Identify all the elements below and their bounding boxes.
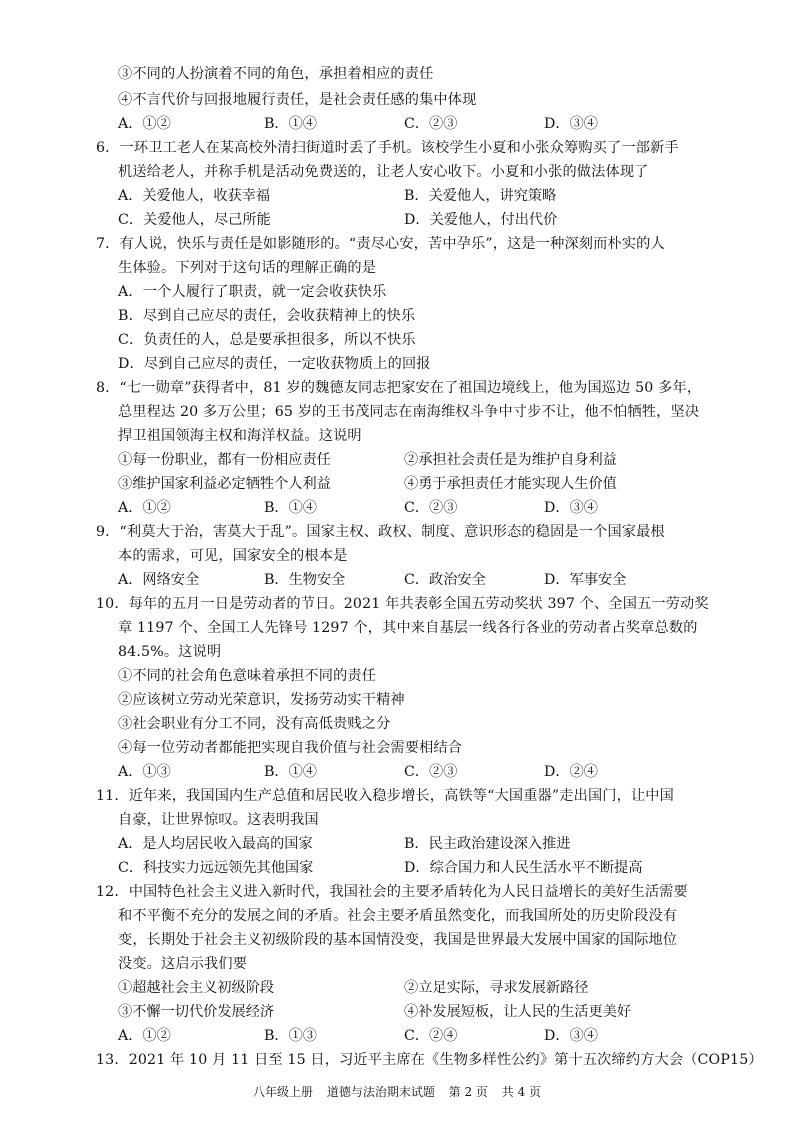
statement-option: ④补发展短板，让人民的生活更美好 — [404, 1004, 632, 1020]
statement-option: A．是人均居民收入最高的国家 — [118, 836, 313, 852]
answer-option: B．①④ — [264, 500, 317, 516]
statement-option: ②承担社会责任是为维护自身利益 — [404, 452, 617, 468]
answer-option: C．②④ — [404, 1028, 458, 1044]
question-stem: 11．近年来，我国国内生产总值和居民收入稳步增长，高铁等“大国重器”走出国门，让中国 — [96, 788, 674, 804]
text-line: 机送给老人，并称手机是活动免费送的，让老人安心收下。小夏和小张的做法体现了 — [118, 164, 649, 180]
statement-option: B．关爱他人，讲究策略 — [404, 188, 557, 204]
answer-option: C．②③ — [404, 764, 458, 780]
answer-option: A．①③ — [118, 764, 171, 780]
text-line: ④不言代价与回报地履行责任，是社会责任感的集中体现 — [118, 92, 477, 108]
text-line: 章 1197 个、全国工人先锋号 1297 个，其中来自基层一线各行各业的劳动者占奖章总数的 — [118, 620, 698, 636]
question-stem: 13．2021 年 10 月 11 日至 15 日，习近平主席在《生物多样性公约》第十五次缔约方大会（COP15） — [96, 1052, 763, 1068]
text-line: ③社会职业有分工不同，没有高低贵贱之分 — [118, 716, 391, 732]
text-line: 捍卫祖国领海主权和海洋权益。这说明 — [118, 428, 362, 444]
text-line: B．尽到自己应尽的责任，会收获精神上的快乐 — [118, 308, 416, 324]
question-stem: 6．一环卫工老人在某高校外清扫街道时丢了手机。该校学生小夏和小张众筹购买了一部新手 — [96, 140, 679, 156]
answer-option: A．①② — [118, 116, 171, 132]
statement-option: D．关爱他人，付出代价 — [404, 212, 558, 228]
footer-total-pages: 共 4 页 — [501, 1085, 542, 1099]
statement-option: ③维护国家利益必定牺牲个人利益 — [118, 476, 331, 492]
answer-option: D．军事安全 — [544, 572, 627, 588]
text-line: 变，长期处于社会主义初级阶段的基本国情没变，我国是世界最大发展中国家的国际地位 — [118, 932, 678, 948]
statement-option: C．关爱他人，尽己所能 — [118, 212, 271, 228]
text-line: ②应该树立劳动光荣意识，发扬劳动实干精神 — [118, 692, 405, 708]
answer-option: B．生物安全 — [264, 572, 346, 588]
answer-option: C．②③ — [404, 500, 458, 516]
statement-option: ①超越社会主义初级阶段 — [118, 980, 275, 996]
footer-subject: 道德与法治期末试题 — [326, 1085, 435, 1099]
statement-option: ①每一份职业，都有一份相应责任 — [118, 452, 331, 468]
text-line: ①不同的社会角色意味着承担不同的责任 — [118, 668, 377, 684]
text-line: 自豪，让世界惊叹。这表明我国 — [118, 812, 319, 828]
statement-option: B．民主政治建设深入推进 — [404, 836, 571, 852]
statement-option: A．关爱他人，收获幸福 — [118, 188, 271, 204]
answer-option: D．③④ — [544, 1028, 598, 1044]
answer-option: A．网络安全 — [118, 572, 200, 588]
question-stem: 7．有人说，快乐与责任是如影随形的。“责尽心安，苦中孕乐”，这是一种深刻而朴实的人 — [96, 236, 665, 252]
question-stem: 10．每年的五月一日是劳动者的节日。2021 年共表彰全国五劳动奖状 397 个、全国五一劳动奖 — [96, 596, 709, 612]
text-line: 没变。这启示我们要 — [118, 956, 248, 972]
answer-option: B．①④ — [264, 116, 317, 132]
text-line: 84.5%。这说明 — [118, 644, 222, 660]
footer-grade: 八年级上册 — [252, 1085, 313, 1099]
answer-option: A．①② — [118, 1028, 171, 1044]
footer-page-number: 第 2 页 — [448, 1085, 488, 1099]
answer-option: C．政治安全 — [404, 572, 486, 588]
text-line: ④每一位劳动者都能把实现自我价值与社会需要相结合 — [118, 740, 463, 756]
statement-option: D．综合国力和人民生活水平不断提高 — [404, 860, 643, 876]
answer-option: D．③④ — [544, 500, 598, 516]
text-line: 总里程达 20 多万公里；65 岁的王书茂同志在南海维权斗争中寸步不让，他不怕牺牲，坚决 — [118, 404, 700, 420]
answer-option: B．①④ — [264, 764, 317, 780]
statement-option: ②立足实际，寻求发展新路径 — [404, 980, 589, 996]
statement-option: C．科技实力远远领先其他国家 — [118, 860, 314, 876]
question-stem: 12．中国特色社会主义进入新时代，我国社会的主要矛盾转化为人民日益增长的美好生活需要 — [96, 884, 688, 900]
statement-option: ④勇于承担责任才能实现人生价值 — [404, 476, 617, 492]
text-line: 和不平衡不充分的发展之间的矛盾。社会主要矛盾虽然变化，而我国所处的历史阶段没有 — [118, 908, 678, 924]
text-line: 生体验。下列对于这句话的理解正确的是 — [118, 260, 377, 276]
answer-option: B．①③ — [264, 1028, 317, 1044]
question-stem: 9．“利莫大于治，害莫大于乱”。国家主权、政权、制度、意识形态的稳固是一个国家最根 — [96, 524, 665, 540]
text-line: 本的需求，可见，国家安全的根本是 — [118, 548, 348, 564]
answer-option: D．③④ — [544, 116, 598, 132]
question-stem: 8．“七一勋章”获得者中，81 岁的魏德友同志把家安在了祖国边境线上，他为国巡边 50 多年， — [96, 380, 702, 396]
answer-option: A．①② — [118, 500, 171, 516]
page-footer — [0, 1084, 794, 1100]
text-line: ③不同的人扮演着不同的角色，承担着相应的责任 — [118, 66, 434, 82]
text-line: D．尽到自己应尽的责任，一定收获物质上的回报 — [118, 356, 431, 372]
answer-option: D．②④ — [544, 764, 598, 780]
text-line: C．负责任的人，总是要承担很多，所以不快乐 — [118, 332, 416, 348]
text-line: A．一个人履行了职责，就一定会收获快乐 — [118, 284, 387, 300]
statement-option: ③不懈一切代价发展经济 — [118, 1004, 275, 1020]
answer-option: C．②③ — [404, 116, 458, 132]
